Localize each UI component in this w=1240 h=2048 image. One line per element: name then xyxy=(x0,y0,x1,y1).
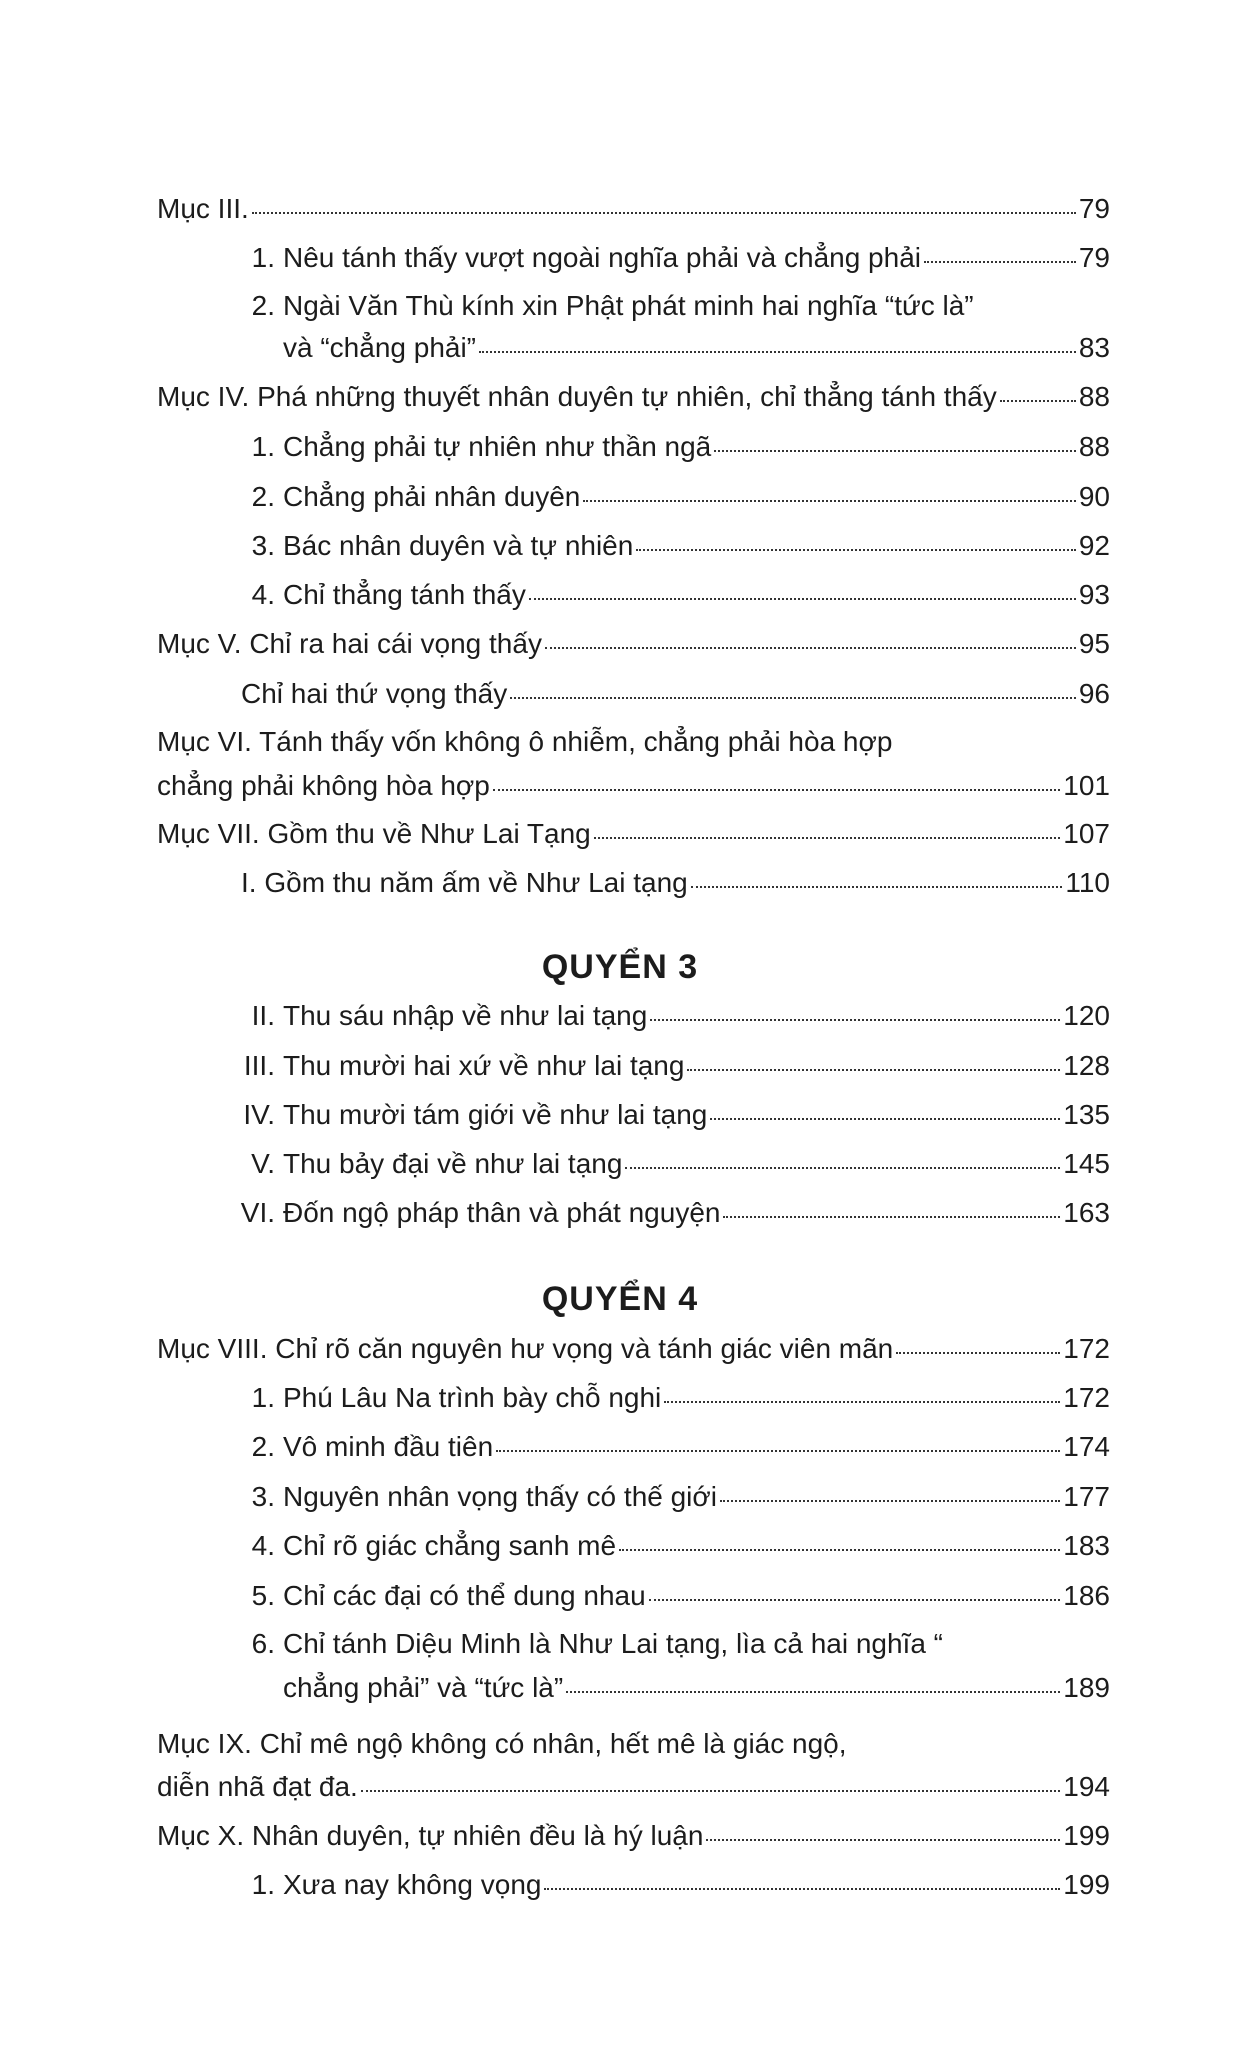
toc-entry-text: Ngài Văn Thù kính xin Phật phát minh hai nghĩa “tức là” xyxy=(283,290,974,321)
toc-entry-number: 4. xyxy=(251,1530,275,1561)
dot-leader xyxy=(723,1214,1060,1218)
toc-entry-page: 177 xyxy=(1063,1481,1110,1512)
toc-entry-text: chẳng phải” và “tức là” xyxy=(283,1672,564,1703)
dot-leader xyxy=(714,448,1076,452)
dot-leader xyxy=(252,210,1076,214)
toc-entry xyxy=(157,726,892,758)
toc-entry-text: Chỉ rõ giác chẳng sanh mê xyxy=(283,1530,617,1561)
toc-entry-page: 186 xyxy=(1063,1580,1110,1611)
toc-entry-page: 107 xyxy=(1063,818,1110,849)
toc-entry-text: Đốn ngộ pháp thân và phát nguyện xyxy=(283,1197,721,1228)
toc-entry-number: 1. xyxy=(251,1869,275,1900)
toc-entry-number: 5. xyxy=(251,1580,275,1611)
toc-entry-text: Mục VII. Gồm thu về Như Lai Tạng xyxy=(157,818,591,849)
toc-entry-number: 2. xyxy=(251,1431,275,1462)
toc-entry-text: Chẳng phải tự nhiên như thần ngã xyxy=(283,431,712,462)
toc-entry-number: VI. xyxy=(240,1197,275,1228)
toc-entry xyxy=(251,242,1110,274)
toc-entry-page: 174 xyxy=(1063,1431,1110,1462)
toc-entry xyxy=(251,1148,1110,1180)
toc-entry-text: Chỉ hai thứ vọng thấy xyxy=(241,678,508,709)
toc-entry-number: 1. xyxy=(251,1382,275,1413)
toc-entry-page: 172 xyxy=(1063,1333,1110,1364)
toc-entry-text: Phú Lâu Na trình bày chỗ nghi xyxy=(283,1382,662,1413)
toc-entry xyxy=(243,1099,1110,1131)
toc-entry xyxy=(251,530,1110,562)
dot-leader xyxy=(625,1165,1060,1169)
toc-entry-page: 88 xyxy=(1078,381,1110,412)
dot-leader xyxy=(529,596,1076,600)
dot-leader xyxy=(619,1547,1060,1551)
toc-entry xyxy=(251,1580,1110,1612)
toc-entry-text: Chỉ thẳng tánh thấy xyxy=(283,579,526,610)
dot-leader xyxy=(650,1017,1060,1021)
dot-leader xyxy=(566,1689,1060,1693)
section-heading: QUYỂN 4 xyxy=(541,1280,699,1318)
toc-entry xyxy=(251,1481,1110,1513)
toc-entry-text: Vô minh đầu tiên xyxy=(283,1431,494,1462)
toc-entry-continuation xyxy=(157,1771,1110,1803)
toc-entry xyxy=(240,1197,1110,1229)
toc-entry-text: Nguyên nhân vọng thấy có thế giới xyxy=(283,1481,717,1512)
toc-entry-page: 88 xyxy=(1078,431,1110,462)
dot-leader xyxy=(1000,398,1076,402)
toc-entry-page: 79 xyxy=(1078,242,1110,273)
toc-entry-page: 101 xyxy=(1063,770,1110,801)
toc-entry-page: 145 xyxy=(1063,1148,1110,1179)
dot-leader xyxy=(924,259,1076,263)
toc-entry-number: IV. xyxy=(243,1099,275,1130)
toc-entry-text: Thu sáu nhập về như lai tạng xyxy=(283,1000,648,1031)
toc-entry xyxy=(241,867,1110,899)
toc-entry-text: Mục IX. Chỉ mê ngộ không có nhân, hết mê là giác ngộ, xyxy=(157,1728,847,1759)
toc-entry xyxy=(251,579,1110,611)
toc-entry-number: 6. xyxy=(251,1628,275,1659)
toc-entry xyxy=(251,1431,1110,1463)
toc-entry xyxy=(251,1530,1110,1562)
toc-entry-continuation xyxy=(157,770,1110,802)
dot-leader xyxy=(361,1788,1060,1792)
toc-entry xyxy=(157,818,1110,850)
toc-entry-text: Xưa nay không vọng xyxy=(283,1869,542,1900)
toc-entry-number: 3. xyxy=(251,1481,275,1512)
toc-entry-number: 4. xyxy=(251,579,275,610)
toc-entry-text: Bác nhân duyên và tự nhiên xyxy=(283,530,634,561)
toc-entry xyxy=(157,193,1110,225)
toc-entry xyxy=(251,1000,1110,1032)
toc-entry xyxy=(157,1820,1110,1852)
toc-entry-continuation xyxy=(283,332,1110,364)
toc-entry-text: Mục IV. Phá những thuyết nhân duyên tự nhiên, chỉ thẳng tánh thấy xyxy=(157,381,997,412)
toc-entry-page: 90 xyxy=(1078,481,1110,512)
toc-entry xyxy=(251,481,1110,513)
toc-entry-text: Nêu tánh thấy vượt ngoài nghĩa phải và chẳng phải xyxy=(283,242,921,273)
toc-entry-text: diễn nhã đạt đa. xyxy=(157,1771,358,1802)
toc-entry-number: 2. xyxy=(251,290,275,321)
toc-entry-text: Thu mười hai xứ về như lai tạng xyxy=(283,1050,685,1081)
dot-leader xyxy=(710,1116,1060,1120)
toc-entry-text: Thu bảy đại về như lai tạng xyxy=(283,1148,623,1179)
toc-entry-number: 2. xyxy=(251,481,275,512)
toc-entry-number: II. xyxy=(251,1000,275,1031)
toc-entry-page: 189 xyxy=(1063,1672,1110,1703)
toc-entry xyxy=(251,1382,1110,1414)
toc-entry xyxy=(157,628,1110,660)
dot-leader xyxy=(545,645,1076,649)
toc-entry-text: Chỉ tánh Diệu Minh là Như Lai tạng, lìa cả hai nghĩa “ xyxy=(283,1628,944,1659)
toc-entry-page: 199 xyxy=(1063,1869,1110,1900)
toc-entry-page: 135 xyxy=(1063,1099,1110,1130)
toc-entry-text: Mục V. Chỉ ra hai cái vọng thấy xyxy=(157,628,542,659)
toc-entry-number: V. xyxy=(251,1148,275,1179)
dot-leader xyxy=(594,835,1061,839)
toc-entry-page: 120 xyxy=(1063,1000,1110,1031)
toc-entry-page: 92 xyxy=(1078,530,1110,561)
toc-entry-text: Mục III. xyxy=(157,193,249,224)
dot-leader xyxy=(706,1837,1060,1841)
toc-entry xyxy=(251,1628,944,1660)
toc-entry-page: 79 xyxy=(1078,193,1110,224)
toc-entry-text: Thu mười tám giới về như lai tạng xyxy=(283,1099,708,1130)
toc-entry-number: III. xyxy=(243,1050,275,1081)
toc-entry-page: 199 xyxy=(1063,1820,1110,1851)
dot-leader xyxy=(636,547,1076,551)
toc-entry-text: Mục VIII. Chỉ rõ căn nguyên hư vọng và tánh giác viên mãn xyxy=(157,1333,894,1364)
toc-entry xyxy=(251,1869,1110,1901)
toc-entry-number: 1. xyxy=(251,242,275,273)
dot-leader xyxy=(496,1448,1060,1452)
toc-entry-page: 183 xyxy=(1063,1530,1110,1561)
toc-entry-text: Mục VI. Tánh thấy vốn không ô nhiễm, chẳng phải hòa hợp xyxy=(157,726,893,757)
dot-leader xyxy=(479,349,1076,353)
dot-leader xyxy=(583,498,1075,502)
toc-entry-page: 110 xyxy=(1065,867,1110,898)
section-heading: QUYỂN 3 xyxy=(541,948,699,986)
dot-leader xyxy=(691,884,1063,888)
toc-entry-text: I. Gồm thu năm ấm về Như Lai tạng xyxy=(241,867,688,898)
toc-entry xyxy=(157,1728,847,1760)
toc-entry-page: 95 xyxy=(1078,628,1110,659)
toc-entry-page: 163 xyxy=(1063,1197,1110,1228)
toc-entry xyxy=(241,678,1110,710)
toc-entry xyxy=(251,290,974,322)
toc-entry-text: chẳng phải không hòa hợp xyxy=(157,770,490,801)
toc-entry-text: Mục X. Nhân duyên, tự nhiên đều là hý luận xyxy=(157,1820,704,1851)
toc-entry xyxy=(251,431,1110,463)
toc-entry-text: và “chẳng phải” xyxy=(283,332,477,363)
toc-entry-continuation xyxy=(283,1672,1110,1704)
toc-entry-page: 96 xyxy=(1078,678,1110,709)
dot-leader xyxy=(649,1597,1061,1601)
dot-leader xyxy=(720,1498,1060,1502)
toc-entry xyxy=(157,381,1110,413)
dot-leader xyxy=(896,1350,1060,1354)
toc-entry-number: 1. xyxy=(251,431,275,462)
dot-leader xyxy=(687,1067,1060,1071)
dot-leader xyxy=(664,1399,1060,1403)
toc-entry xyxy=(157,1333,1110,1365)
dot-leader xyxy=(544,1886,1060,1890)
toc-entry-page: 194 xyxy=(1063,1771,1110,1802)
toc-entry-page: 172 xyxy=(1063,1382,1110,1413)
dot-leader xyxy=(510,695,1076,699)
toc-entry-text: Chẳng phải nhân duyên xyxy=(283,481,581,512)
toc-entry xyxy=(243,1050,1110,1082)
toc-entry-number: 3. xyxy=(251,530,275,561)
toc-entry-page: 128 xyxy=(1063,1050,1110,1081)
toc-entry-text: Chỉ các đại có thể dung nhau xyxy=(283,1580,646,1611)
toc-entry-page: 83 xyxy=(1078,332,1110,363)
dot-leader xyxy=(493,787,1060,791)
toc-entry-page: 93 xyxy=(1078,579,1110,610)
